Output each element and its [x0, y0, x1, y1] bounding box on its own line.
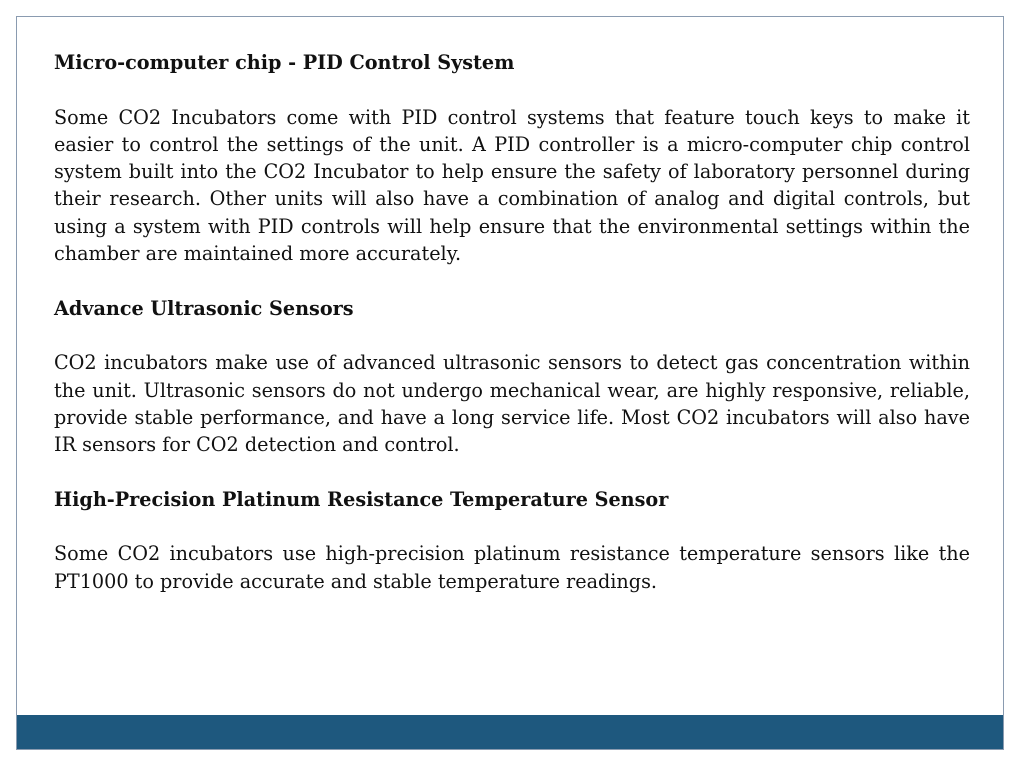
section-heading-ultrasonic-sensors: Advance Ultrasonic Sensors: [54, 296, 354, 320]
slide-content: [54, 49, 970, 595]
spacer: [54, 322, 970, 349]
spacer: [54, 513, 970, 540]
section-body-temperature-sensor: Some CO2 incubators use high-precision platinum resistance temperature sensors like the PT1000 to provide accurate and stable temperature readings.: [54, 542, 970, 593]
section-heading-temperature-sensor: High-Precision Platinum Resistance Temperature Sensor: [54, 487, 669, 511]
section-body-ultrasonic-sensors: CO2 incubators make use of advanced ultrasonic sensors to detect gas concentration within the unit. Ultrasonic sensors do not undergo mechanical wear, are highly responsive, reliable, provide stable performance, and have a long service life. Most CO2 incubators will also have IR sensors for CO2 detection and control.: [54, 351, 970, 457]
footer-bar: [17, 715, 1003, 749]
spacer: [54, 267, 970, 294]
section-body-pid-control: Some CO2 Incubators come with PID control systems that feature touch keys to make it easier to control the settings of the unit. A PID controller is a micro-computer chip control system built into the CO2 Incubator to help ensure the safety of laboratory personnel during their research. Other units will also have a combination of analog and digital controls, but using a system with PID controls will help ensure that the environmental settings within the chamber are maintained more accurately.: [54, 105, 970, 266]
spacer: [54, 458, 970, 485]
section-heading-pid-control: Micro-computer chip - PID Control System: [54, 51, 515, 74]
spacer: [54, 76, 970, 103]
slide-frame: [16, 16, 1004, 750]
